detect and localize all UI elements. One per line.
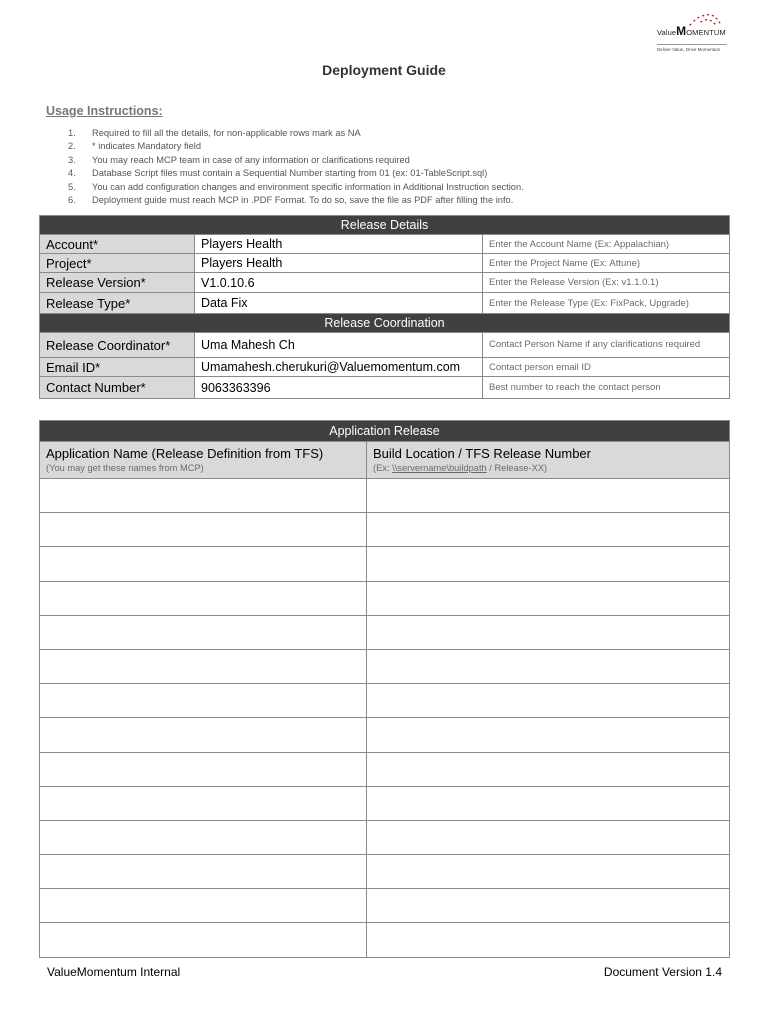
build-location-cell[interactable]: [367, 547, 730, 581]
build-path-link: \\servername\buildpath: [392, 463, 487, 473]
build-location-cell[interactable]: [367, 581, 730, 615]
account-hint: Enter the Account Name (Ex: Appalachian): [483, 235, 730, 254]
application-release-table: [39, 420, 730, 958]
application-name-cell[interactable]: [40, 786, 367, 820]
build-location-cell[interactable]: [367, 889, 730, 923]
email-hint: Contact person email ID: [483, 358, 730, 377]
email-field[interactable]: Umamahesh.cherukuri@Valuemomentum.com: [195, 358, 483, 377]
usage-instructions-heading: Usage Instructions:: [46, 104, 163, 118]
application-name-cell[interactable]: [40, 581, 367, 615]
table-row: [40, 615, 730, 649]
contact-number-field[interactable]: 9063363396: [195, 377, 483, 399]
project-field[interactable]: Players Health: [195, 254, 483, 273]
instruction-item: 3. You may reach MCP team in case of any information or clarifications required: [68, 154, 410, 165]
table-row: [40, 820, 730, 854]
application-name-column-header: [40, 442, 367, 479]
release-details-header: Release Details: [40, 216, 730, 235]
build-location-cell[interactable]: [367, 615, 730, 649]
build-location-cell[interactable]: [367, 649, 730, 683]
instruction-item: 1. Required to fill all the details, for non-applicable rows mark as NA: [68, 128, 361, 138]
application-name-cell[interactable]: [40, 615, 367, 649]
release-type-label: Release Type*: [40, 293, 195, 314]
logo-wordmark: ValueMOMENTUM: [657, 24, 726, 38]
build-location-cell[interactable]: [367, 752, 730, 786]
instruction-item: 2. * indicates Mandatory field: [68, 141, 202, 152]
table-row: [40, 581, 730, 615]
project-hint: Enter the Project Name (Ex: Attune): [483, 254, 730, 273]
release-type-hint: Enter the Release Type (Ex: FixPack, Upgrade): [483, 293, 730, 314]
application-name-cell[interactable]: [40, 513, 367, 547]
table-row: [40, 479, 730, 513]
build-location-title: Build Location / TFS Release Number: [373, 446, 591, 461]
instruction-item: 6. Deployment guide must reach MCP in .PDF Format. To do so, save the file as PDF after filling the info.: [68, 194, 514, 205]
build-location-cell[interactable]: [367, 923, 730, 957]
application-name-title: Application Name (Release Definition from TFS): [46, 446, 324, 461]
release-coordinator-field[interactable]: Uma Mahesh Ch: [195, 333, 483, 358]
build-location-column-header: [367, 442, 730, 479]
release-version-hint: Enter the Release Version (Ex: v1.1.0.1): [483, 273, 730, 293]
instruction-item: 4. Database Script files must contain a Sequential Number starting from 01 (ex: 01-TableScript.sql): [68, 168, 488, 179]
application-name-cell[interactable]: [40, 752, 367, 786]
project-label: Project*: [40, 254, 195, 273]
email-label: Email ID*: [40, 358, 195, 377]
build-location-cell[interactable]: [367, 479, 730, 513]
table-row: [40, 547, 730, 581]
application-release-header: Application Release: [40, 421, 730, 442]
application-name-cell[interactable]: [40, 820, 367, 854]
application-name-cell[interactable]: [40, 684, 367, 718]
build-location-cell[interactable]: [367, 718, 730, 752]
footer-classification: ValueMomentum Internal: [47, 965, 181, 979]
contact-number-hint: Best number to reach the contact person: [483, 377, 730, 399]
application-name-cell[interactable]: [40, 479, 367, 513]
deployment-form-table: [39, 215, 730, 399]
table-row: [40, 513, 730, 547]
release-version-field[interactable]: V1.0.10.6: [195, 273, 483, 293]
release-coordinator-hint: Contact Person Name if any clarifications required: [483, 333, 730, 358]
table-row: [40, 718, 730, 752]
table-row: [40, 889, 730, 923]
application-name-subtitle: (You may get these names from MCP): [46, 463, 204, 473]
application-rows: [40, 479, 730, 958]
build-location-cell[interactable]: [367, 513, 730, 547]
account-field[interactable]: Players Health: [195, 235, 483, 254]
logo-divider: [657, 44, 727, 45]
application-name-cell[interactable]: [40, 547, 367, 581]
instruction-item: 5. You can add configuration changes and environment specific information in Additional Instruction section.: [68, 181, 524, 192]
account-label: Account*: [40, 235, 195, 254]
footer-document-version: Document Version 1.4: [603, 965, 722, 979]
contact-number-label: Contact Number*: [40, 377, 195, 399]
table-row: [40, 752, 730, 786]
table-row: [40, 855, 730, 889]
build-location-subtitle: (Ex: \\servername\buildpath / Release-XX): [373, 463, 548, 473]
company-logo: [655, 12, 730, 56]
logo-tagline: Deliver Value, Drive Momentum: [657, 47, 721, 52]
release-version-label: Release Version*: [40, 273, 195, 293]
release-type-field[interactable]: Data Fix: [195, 293, 483, 314]
build-location-cell[interactable]: [367, 855, 730, 889]
release-coordination-header: Release Coordination: [40, 314, 730, 333]
application-name-cell[interactable]: [40, 718, 367, 752]
release-coordinator-label: Release Coordinator*: [40, 333, 195, 358]
table-row: [40, 786, 730, 820]
build-location-cell[interactable]: [367, 684, 730, 718]
application-name-cell[interactable]: [40, 855, 367, 889]
table-row: [40, 649, 730, 683]
document-title: Deployment Guide: [322, 62, 446, 78]
table-row: [40, 684, 730, 718]
build-location-cell[interactable]: [367, 786, 730, 820]
build-location-cell[interactable]: [367, 820, 730, 854]
application-name-cell[interactable]: [40, 649, 367, 683]
usage-instructions-list: [68, 127, 524, 207]
application-name-cell[interactable]: [40, 889, 367, 923]
application-name-cell[interactable]: [40, 923, 367, 957]
table-row: [40, 923, 730, 957]
